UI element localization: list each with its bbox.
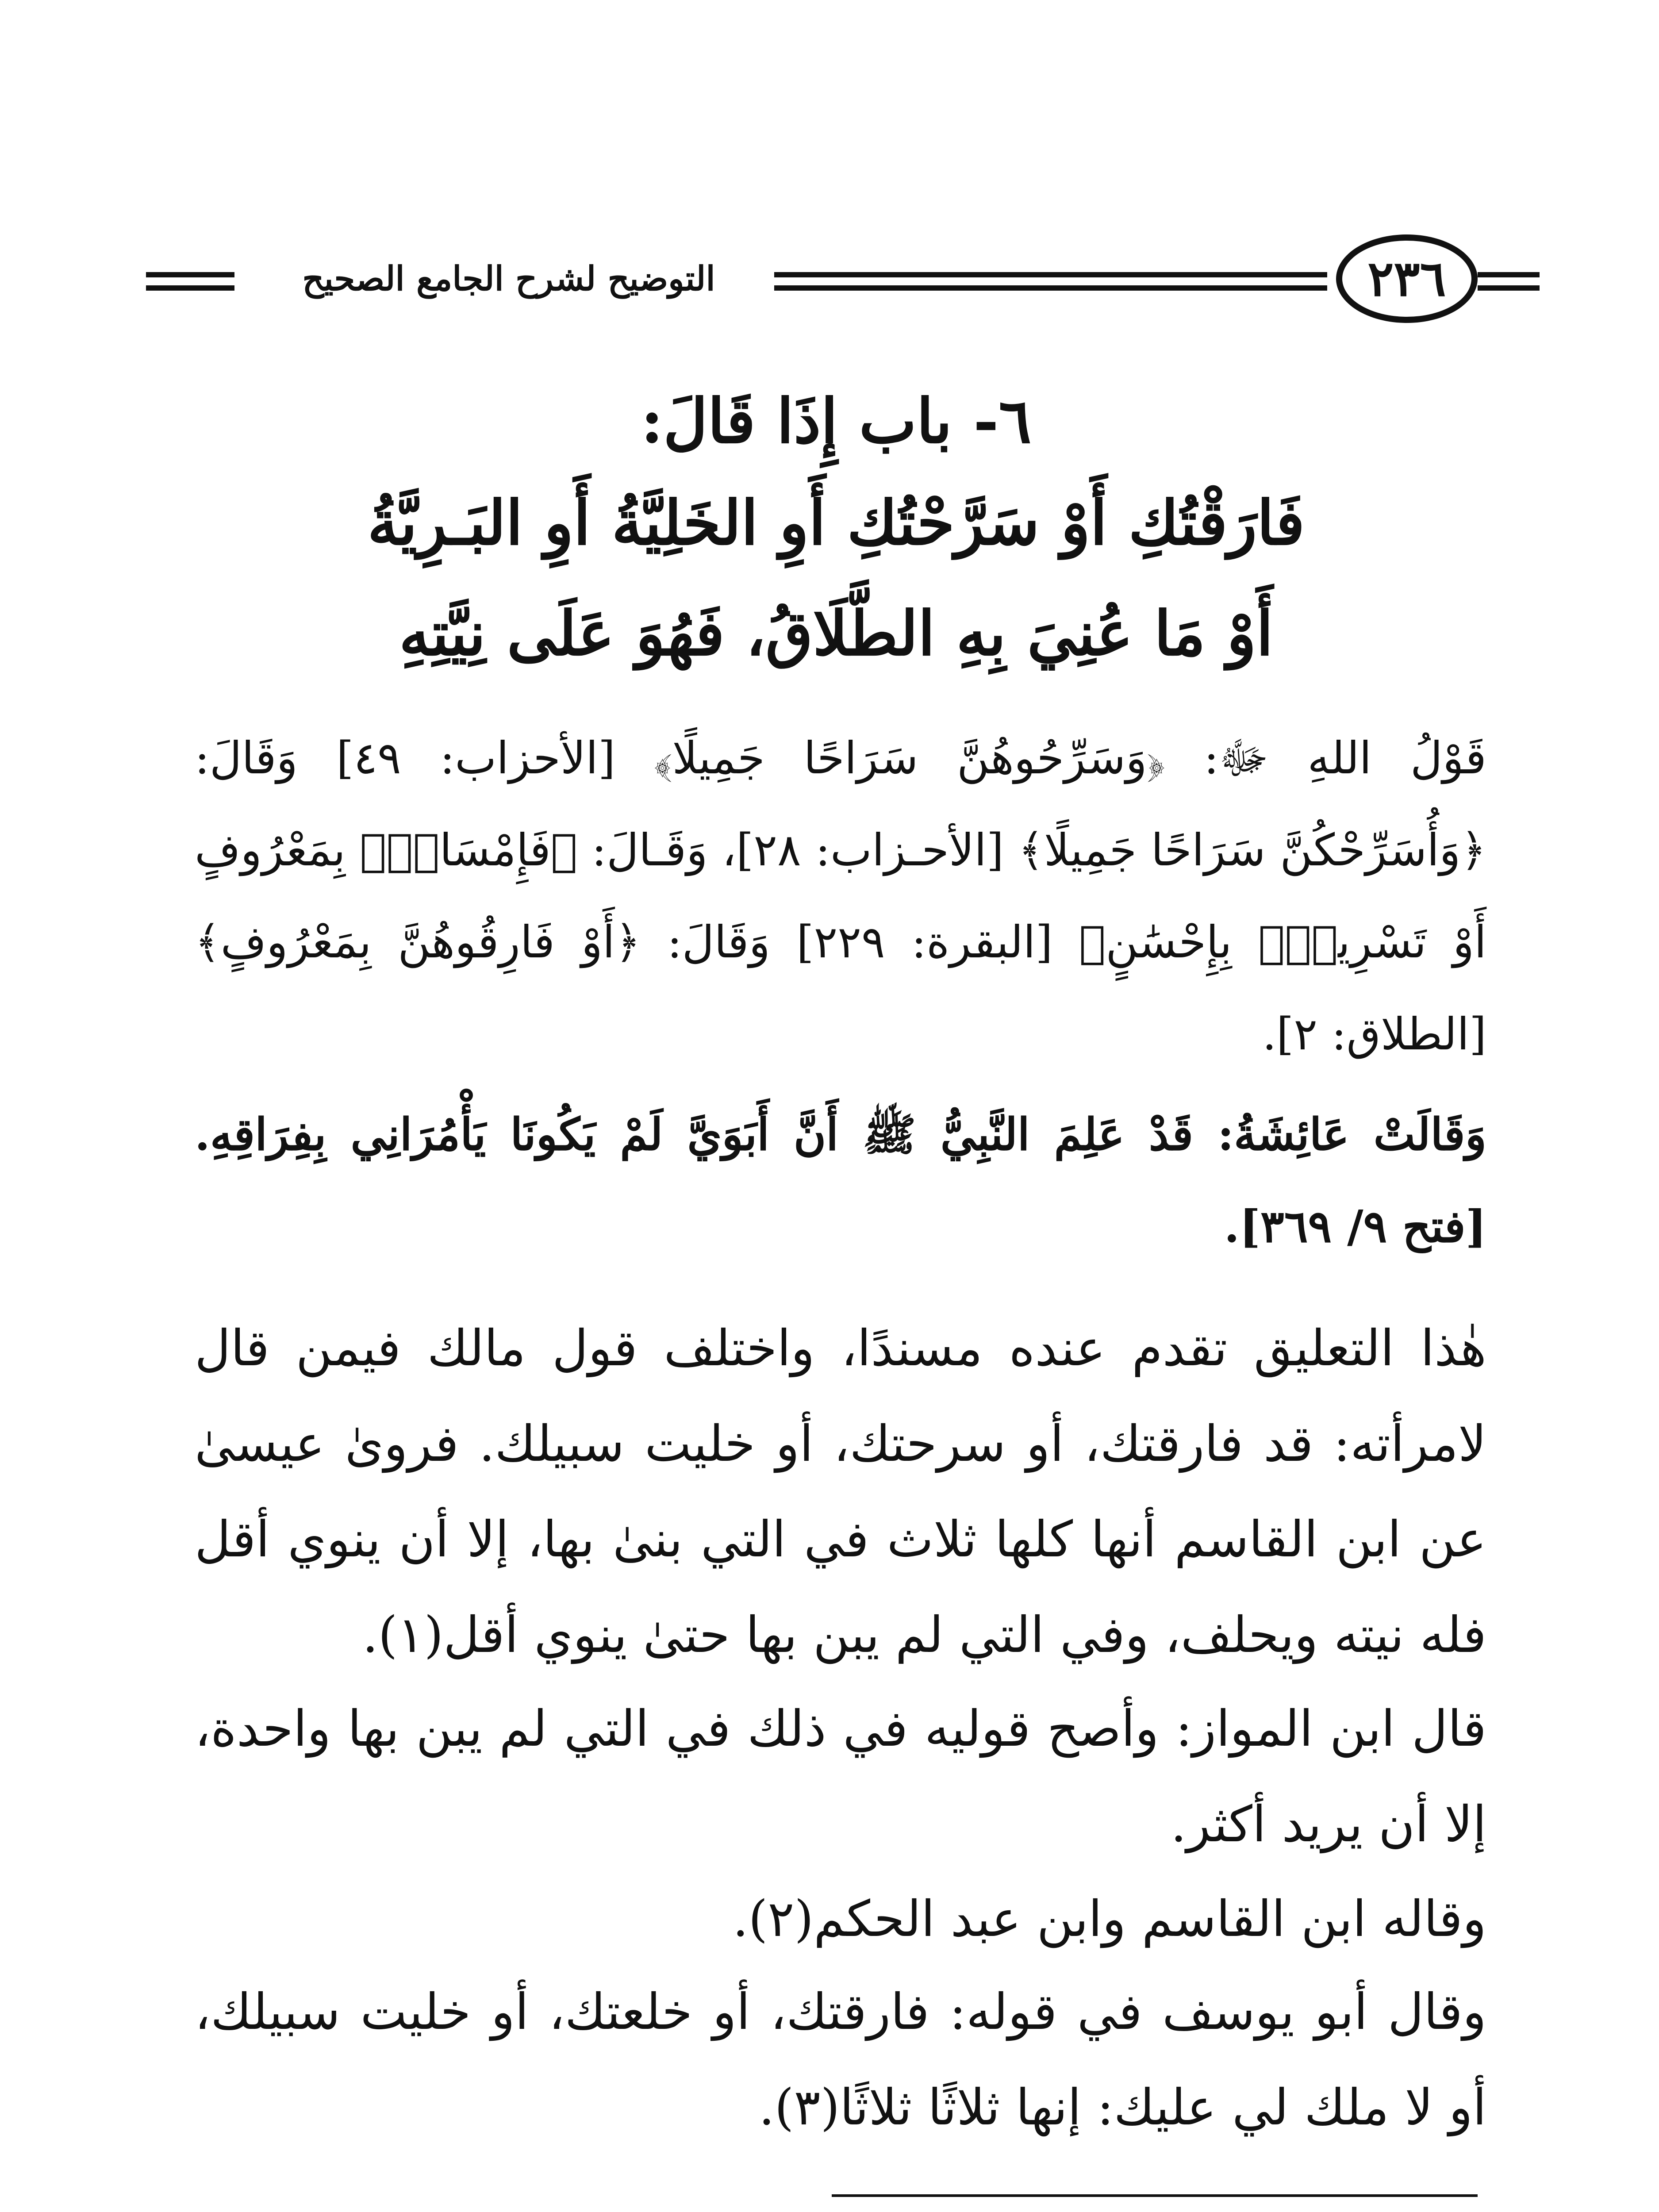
- body-paragraph: وقاله ابن القاسم وابن عبد الحكم(٢).: [732, 1890, 1486, 1948]
- quran-citations: قَوْلُ اللهِ ﷻ: ﴿وَسَرِّحُوهُنَّ سَرَاحًا جَمِيلًا﴾ [الأحزاب: ٤٩] وَقَالَ: ﴿وَأُسَرِّحْكُنَّ سَرَاحًا جَمِيلًا﴾ [الأحـزاب: ٢٨]، وَقَـالَ: ﴿فَإِمْسَاكٌۢ بِمَعْرُوفٍ أَوْ تَسْرِيحٌۢ بِإِحْسَٰنٍ﴾ [البقرة: ٢٢٩] وَقَالَ: ﴿أَوْ فَارِقُوهُنَّ بِمَعْرُوفٍ﴾ [الطلاق: ٢].: [195, 732, 1487, 1060]
- header-rule: [146, 285, 234, 291]
- header-rule: [774, 272, 1327, 277]
- header-rule: [1478, 272, 1540, 277]
- header-rule: [774, 285, 1327, 291]
- aisha-narration: وَقَالَتْ عَائِشَةُ: قَدْ عَلِمَ النَّبِيُّ ﷺ أَنَّ أَبَوَيَّ لَمْ يَكُونَا يَأْمُرَانِي بِفِرَاقِهِ. [فتح ٩/ ٣٦٩].: [195, 1108, 1486, 1252]
- header-rule: [1478, 285, 1540, 291]
- footnote-separator: [832, 2194, 1478, 2197]
- header-rule: [146, 272, 234, 277]
- chapter-heading-line: فَارَقْتُكِ أَوْ سَرَّحْتُكِ أَوِ الخَلِيَّةُ أَوِ البَـرِيَّةُ: [367, 487, 1305, 559]
- body-paragraph: وقال أبو يوسف في قوله: فارقتك، أو خلعتك، أو خليت سبيلك، أو لا ملك لي عليك: إنها ثلاثًا ثلاثًا(٣).: [195, 1983, 1486, 2136]
- chapter-heading-line: أَوْ مَا عُنِيَ بِهِ الطَّلَاقُ، فَهُوَ عَلَى نِيَّتِهِ: [399, 597, 1273, 669]
- body-paragraph: قال ابن المواز: وأصح قوليه في ذلك في التي لم يبن بها واحدة، إلا أن يريد أكثر.: [195, 1700, 1486, 1853]
- body-paragraph: هٰذا التعليق تقدم عنده مسندًا، واختلف قول مالك فيمن قال لامرأته: قد فارقتك، أو سرحتك، أو خليت سبيلك. فروىٰ عيسىٰ عن ابن القاسم أنها كلها ثلاث في التي بنىٰ بها، إلا أن ينوي أقل فله نيته ويحلف، وفي التي لم يبن بها حتىٰ ينوي أقل(١).: [195, 1320, 1486, 1664]
- chapter-heading-line: ٦- باب إِذَا قَالَ:: [641, 385, 1032, 457]
- running-title: التوضيح لشرح الجامع الصحيح: [302, 259, 715, 298]
- page-header: [146, 230, 1495, 332]
- page-number: ٢٣٦: [1336, 234, 1478, 323]
